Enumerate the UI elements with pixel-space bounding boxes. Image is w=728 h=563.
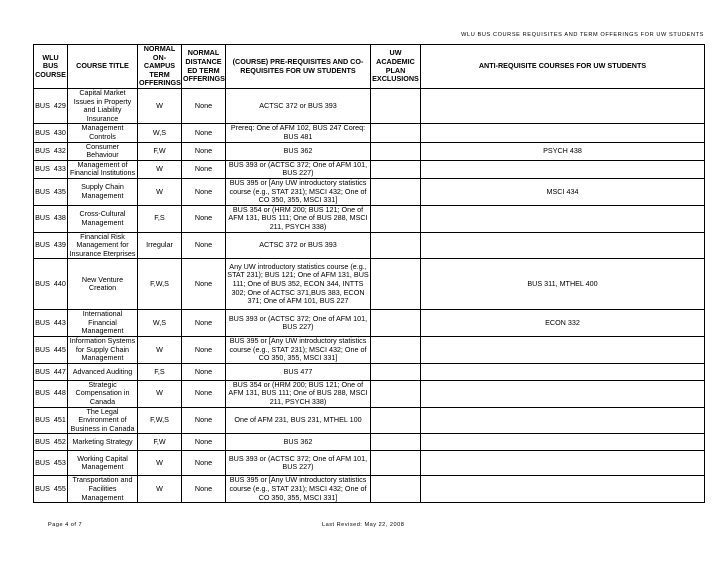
course-subject: BUS — [35, 484, 50, 493]
distance-offerings-cell: None — [182, 337, 226, 364]
course-title-cell: International Financial Management — [68, 310, 138, 337]
column-header-exclusions: UW ACADEMIC PLAN EXCLUSIONS — [371, 45, 421, 89]
prerequisites-cell: BUS 393 or (ACTSC 372; One of AFM 101, BUS 227) — [226, 310, 371, 337]
course-subject: BUS — [35, 366, 50, 376]
course-number: 453 — [53, 458, 66, 468]
course-title-cell: Financial Risk Management for Insurance Eterprises — [68, 232, 138, 259]
course-subject: BUS — [35, 344, 50, 354]
course-number: 430 — [53, 127, 66, 137]
exclusions-cell — [371, 337, 421, 364]
course-subject: BUS — [35, 240, 50, 250]
course-requisites-table — [33, 44, 705, 503]
exclusions-cell — [371, 380, 421, 407]
distance-offerings-cell: None — [182, 178, 226, 205]
course-title-cell: Capital Market Issues in Property and Liability Insurance — [68, 89, 138, 124]
distance-offerings-cell: None — [182, 363, 226, 380]
course-number: 452 — [53, 437, 66, 447]
prerequisites-cell: Prereq: One of AFM 102, BUS 247 Coreq: BUS 481 — [226, 124, 371, 142]
course-number: 440 — [53, 278, 66, 288]
prerequisites-cell: Any UW introductory statistics course (e.g., STAT 231); BUS 121; One of AFM 131, BUS 111; One of BUS 352, ECON 344, INTTS 302; One of ACTSC 371,BUS 383, ECON 371; One of AFM 101, BUS 227 — [226, 259, 371, 310]
antirequisites-cell — [421, 363, 705, 380]
course-title-cell: Consumer Behaviour — [68, 142, 138, 160]
course-number: 455 — [53, 484, 66, 493]
prerequisites-cell: BUS 393 or (ACTSC 372; One of AFM 101, BUS 227) — [226, 451, 371, 476]
course-title-cell: Working Capital Management — [68, 451, 138, 476]
course-number: 439 — [53, 240, 66, 250]
prerequisites-cell: BUS 362 — [226, 434, 371, 451]
course-subject: BUS — [35, 388, 50, 398]
prerequisites-cell: BUS 354 or (HRM 200; BUS 121; One of AFM 131, BUS 111; One of BUS 288, MSCI 211, PSYCH 338) — [226, 380, 371, 407]
course-subject: BUS — [35, 145, 50, 155]
course-title-cell: Marketing Strategy — [68, 434, 138, 451]
course-code-cell — [34, 205, 68, 232]
on-campus-offerings-cell: F,W — [138, 434, 182, 451]
antirequisites-cell — [421, 124, 705, 142]
course-code-cell — [34, 476, 68, 503]
prerequisites-cell: ACTSC 372 or BUS 393 — [226, 232, 371, 259]
table-row — [34, 205, 705, 232]
course-subject: BUS — [35, 437, 50, 447]
distance-offerings-cell: None — [182, 259, 226, 310]
table-row — [34, 434, 705, 451]
course-title-cell: Transportation and Facilities Management — [68, 476, 138, 503]
course-subject: BUS — [35, 317, 50, 327]
course-title-cell: Information Systems for Supply Chain Management — [68, 337, 138, 364]
course-title-cell: Management Controls — [68, 124, 138, 142]
column-header-antirequisites: ANTI-REQUISITE COURSES FOR UW STUDENTS — [421, 45, 705, 89]
course-number: 429 — [53, 100, 66, 110]
distance-offerings-cell: None — [182, 142, 226, 160]
course-subject: BUS — [35, 458, 50, 468]
on-campus-offerings-cell: W — [138, 160, 182, 178]
course-subject: BUS — [35, 213, 50, 223]
prerequisites-cell: BUS 395 or [Any UW introductory statistics course (e.g., STAT 231); MSCI 432; One of CO 350, 355, MSCI 331] — [226, 337, 371, 364]
on-campus-offerings-cell: F,S — [138, 205, 182, 232]
distance-offerings-cell: None — [182, 476, 226, 503]
table-body — [34, 89, 705, 503]
table-row — [34, 476, 705, 503]
table-row — [34, 310, 705, 337]
course-title-cell: Advanced Auditing — [68, 363, 138, 380]
on-campus-offerings-cell: F,W,S — [138, 259, 182, 310]
antirequisites-cell — [421, 205, 705, 232]
course-code-cell — [34, 451, 68, 476]
table-row — [34, 178, 705, 205]
exclusions-cell — [371, 259, 421, 310]
course-number: 432 — [53, 145, 66, 155]
antirequisites-cell: PSYCH 438 — [421, 142, 705, 160]
course-subject: BUS — [35, 164, 50, 174]
distance-offerings-cell: None — [182, 205, 226, 232]
course-code-cell — [34, 160, 68, 178]
antirequisites-cell — [421, 434, 705, 451]
course-number: 448 — [53, 388, 66, 398]
document-header: WLU BUS COURSE REQUISITES AND TERM OFFERINGS FOR UW STUDENTS — [461, 32, 704, 38]
course-number: 435 — [53, 186, 66, 196]
exclusions-cell — [371, 451, 421, 476]
prerequisites-cell: BUS 395 or [Any UW introductory statistics course (e.g., STAT 231); MSCI 432; One of CO 350, 355, MSCI 331] — [226, 178, 371, 205]
column-header-prerequisites: (COURSE) PRE-REQUISITES AND CO-REQUISITES FOR UW STUDENTS — [226, 45, 371, 89]
antirequisites-cell — [421, 89, 705, 124]
exclusions-cell — [371, 89, 421, 124]
on-campus-offerings-cell: W — [138, 178, 182, 205]
distance-offerings-cell: None — [182, 124, 226, 142]
course-subject: BUS — [35, 100, 50, 110]
course-code-cell — [34, 142, 68, 160]
prerequisites-cell: ACTSC 372 or BUS 393 — [226, 89, 371, 124]
antirequisites-cell — [421, 380, 705, 407]
exclusions-cell — [371, 142, 421, 160]
exclusions-cell — [371, 178, 421, 205]
course-title-cell: New Venture Creation — [68, 259, 138, 310]
antirequisites-cell — [421, 476, 705, 503]
on-campus-offerings-cell: W — [138, 476, 182, 503]
course-subject: BUS — [35, 415, 50, 425]
on-campus-offerings-cell: F,W — [138, 142, 182, 160]
course-code-cell — [34, 89, 68, 124]
course-title-cell: Cross-Cultural Management — [68, 205, 138, 232]
last-revised: Last Revised: May 22, 2008 — [322, 522, 405, 528]
on-campus-offerings-cell: W,S — [138, 124, 182, 142]
table-row — [34, 337, 705, 364]
on-campus-offerings-cell: W — [138, 89, 182, 124]
distance-offerings-cell: None — [182, 407, 226, 434]
course-code-cell — [34, 434, 68, 451]
table-row — [34, 380, 705, 407]
exclusions-cell — [371, 476, 421, 503]
on-campus-offerings-cell: W,S — [138, 310, 182, 337]
table-row — [34, 232, 705, 259]
distance-offerings-cell: None — [182, 434, 226, 451]
course-title-cell: Management of Financial Institutions — [68, 160, 138, 178]
table-row — [34, 160, 705, 178]
exclusions-cell — [371, 363, 421, 380]
course-subject: BUS — [35, 278, 50, 288]
on-campus-offerings-cell: W — [138, 451, 182, 476]
column-header-on-campus: NORMAL ON-CAMPUS TERM OFFERINGS — [139, 44, 181, 88]
course-code-cell — [34, 310, 68, 337]
course-number: 451 — [53, 415, 66, 425]
table-row — [34, 259, 705, 310]
course-number: 445 — [53, 344, 66, 354]
course-title-cell: Strategic Compensation in Canada — [68, 380, 138, 407]
course-code-cell — [34, 178, 68, 205]
prerequisites-cell: BUS 362 — [226, 142, 371, 160]
course-title-cell: Supply Chain Management — [68, 178, 138, 205]
table-row — [34, 407, 705, 434]
antirequisites-cell — [421, 160, 705, 178]
antirequisites-cell — [421, 451, 705, 476]
table-row — [34, 124, 705, 142]
distance-offerings-cell: None — [182, 451, 226, 476]
on-campus-offerings-cell: F,S — [138, 363, 182, 380]
distance-offerings-cell: None — [182, 160, 226, 178]
course-code-cell — [34, 337, 68, 364]
course-code-cell — [34, 380, 68, 407]
table-row — [34, 363, 705, 380]
course-subject: BUS — [35, 127, 50, 137]
exclusions-cell — [371, 407, 421, 434]
table-row — [34, 89, 705, 124]
column-header-wlu-course: WLU BUS COURSE — [34, 45, 68, 89]
course-number: 443 — [53, 317, 66, 327]
course-number: 447 — [53, 366, 66, 376]
prerequisites-cell: BUS 393 or (ACTSC 372; One of AFM 101, BUS 227) — [226, 160, 371, 178]
distance-offerings-cell: None — [182, 89, 226, 124]
prerequisites-cell: BUS 354 or (HRM 200; BUS 121; One of AFM 131, BUS 111; One of BUS 288, MSCI 211, PSYCH 338) — [226, 205, 371, 232]
course-code-cell — [34, 124, 68, 142]
on-campus-offerings-cell: W — [138, 337, 182, 364]
exclusions-cell — [371, 160, 421, 178]
exclusions-cell — [371, 434, 421, 451]
antirequisites-cell: BUS 311, MTHEL 400 — [421, 259, 705, 310]
exclusions-cell — [371, 232, 421, 259]
on-campus-offerings-cell: W — [138, 380, 182, 407]
antirequisites-cell: ECON 332 — [421, 310, 705, 337]
on-campus-offerings-cell: Irregular — [138, 232, 182, 259]
prerequisites-cell: One of AFM 231, BUS 231, MTHEL 100 — [226, 407, 371, 434]
table-row — [34, 451, 705, 476]
antirequisites-cell — [421, 407, 705, 434]
course-code-cell — [34, 407, 68, 434]
course-code-cell — [34, 363, 68, 380]
antirequisites-cell — [421, 337, 705, 364]
exclusions-cell — [371, 310, 421, 337]
table-header-row — [34, 45, 705, 89]
table-row — [34, 142, 705, 160]
prerequisites-cell: BUS 477 — [226, 363, 371, 380]
column-header-course-title: COURSE TITLE — [68, 45, 138, 89]
exclusions-cell — [371, 124, 421, 142]
column-header-distance: NORMAL DISTANCE ED TERM OFFERINGS — [182, 45, 226, 89]
course-code-cell — [34, 259, 68, 310]
course-number: 438 — [53, 213, 66, 223]
antirequisites-cell: MSCI 434 — [421, 178, 705, 205]
antirequisites-cell — [421, 232, 705, 259]
on-campus-offerings-cell: F,W,S — [138, 407, 182, 434]
course-title-cell: The Legal Environment of Business in Canada — [68, 407, 138, 434]
page-number: Page 4 of 7 — [48, 522, 83, 528]
course-subject: BUS — [35, 186, 50, 196]
distance-offerings-cell: None — [182, 310, 226, 337]
course-code-cell — [34, 232, 68, 259]
course-number: 433 — [53, 164, 66, 174]
distance-offerings-cell: None — [182, 380, 226, 407]
distance-offerings-cell: None — [182, 232, 226, 259]
prerequisites-cell: BUS 395 or [Any UW introductory statistics course (e.g., STAT 231); MSCI 432; One of CO 350, 355, MSCI 331] — [226, 476, 371, 503]
exclusions-cell — [371, 205, 421, 232]
